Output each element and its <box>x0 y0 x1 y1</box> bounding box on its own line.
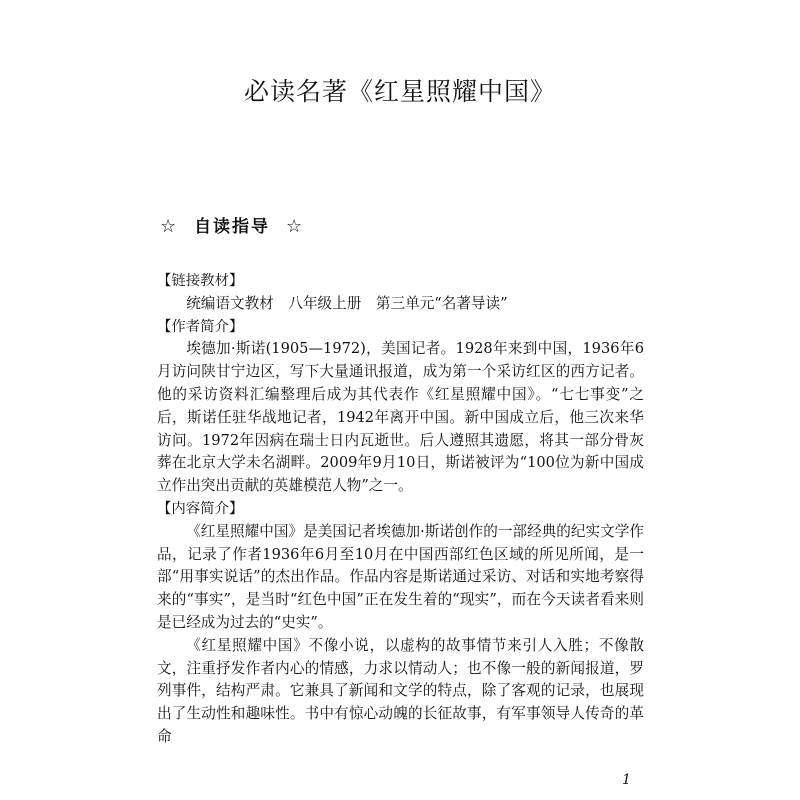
star-right-icon: ☆ <box>285 216 305 237</box>
link-textbook-text: 统编语文教材 八年级上册 第三单元“名著导读” <box>186 294 508 312</box>
section-heading-text: 自读指导 <box>194 217 271 237</box>
author-intro-label: 【作者简介】 <box>157 318 244 335</box>
star-left-icon: ☆ <box>160 216 179 237</box>
content-intro-paragraph-1: 《红星照耀中国》是美国记者埃德加·斯诺创作的一部经典的纪实文学作品，记录了作者1936年6月至10月在中国西部红色区域的所见所闻，是一部“用事实说话”的杰出作品。作品内容是斯诺通过采访、对话和实地考察得来的“事实”，是当时“红色中国”正在发生着的“现实”，而在今天读者看来则是已经成为过去的“史实”。 <box>157 522 644 631</box>
author-intro-text: 埃德加·斯诺(1905—1972)，美国记者。1928年来到中国，1936年6月访问陕甘宁边区，写下大量通讯报道，成为第一个采访红区的西方记者。他的采访资料汇编整理后成为其代表作《红星照耀中国》。“七七事变”之后，斯诺任驻华战地记者，1942年离开中国。新中国成立后，他三次来华访问。1972年因病在瑞士日内瓦逝世。后人遵照其遗愿，将其一部分骨灰葬在北京大学未名湖畔。2009年9月10日，斯诺被评为“100位为新中国成立作出突出贡献的英雄模范人物”之一。 <box>157 340 644 495</box>
page-number: 1 <box>622 772 631 788</box>
content-intro-paragraph-2: 《红星照耀中国》不像小说，以虚构的故事情节来引人入胜；不像散文，注重抒发作者内心的情感，力求以情动人；也不像一般的新闻报道，罗列事件，结构严肃。它兼具了新闻和文学的特点，除了客观的记录，也展现出了生动性和趣味性。书中有惊心动魄的长征故事，有军事领导人传奇的革命 <box>157 636 644 745</box>
body-content <box>157 270 644 749</box>
section-heading <box>160 212 304 237</box>
page-title: 必读名著《红星照耀中国》 <box>243 77 556 106</box>
link-textbook-label: 【链接教材】 <box>157 273 244 289</box>
content-intro-label: 【内容简介】 <box>157 500 244 517</box>
